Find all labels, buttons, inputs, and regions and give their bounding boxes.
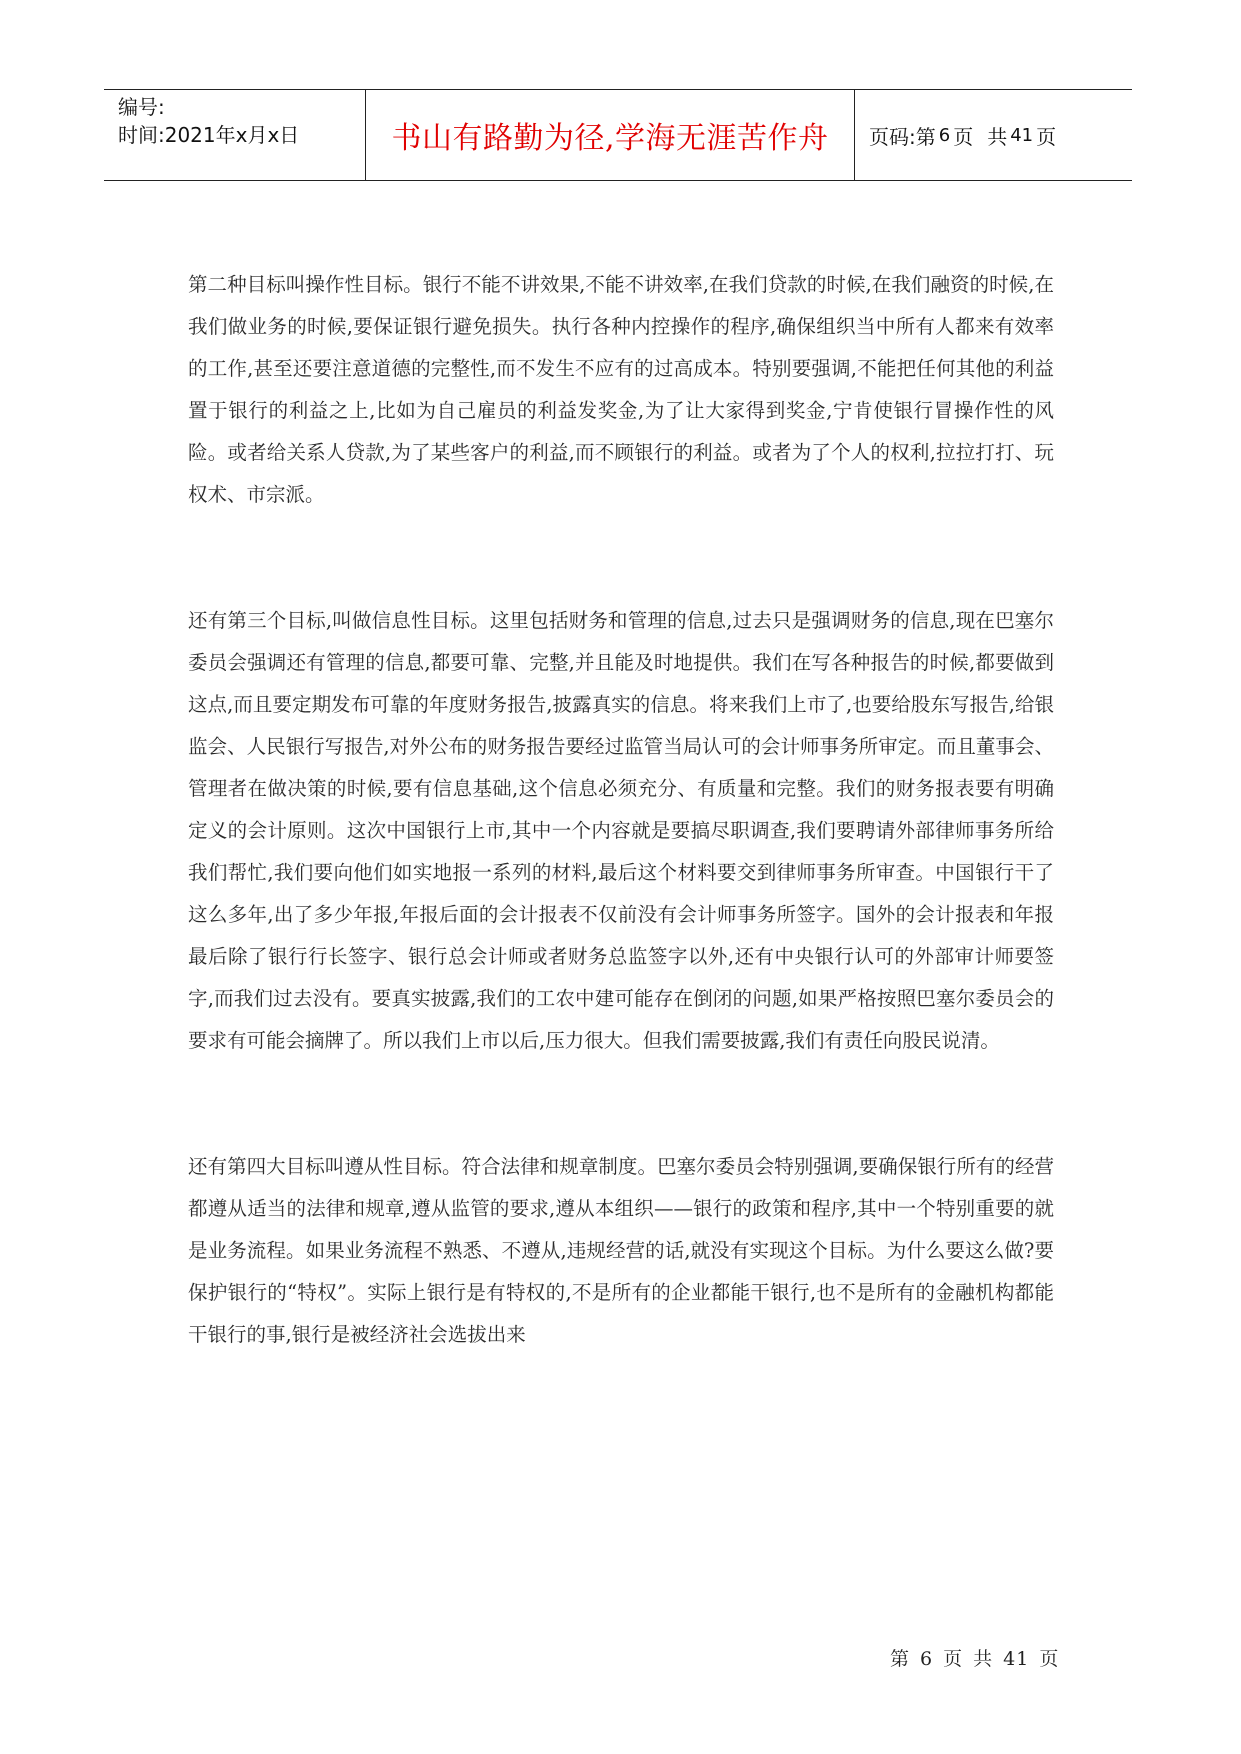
header-page-cell [855, 90, 1132, 180]
footer-total-prefix: 共 [973, 1648, 994, 1670]
paragraph-operational-objective: 第二种目标叫操作性目标。银行不能不讲效果,不能不讲效率,在我们贷款的时候,在我们融资的时候,在我们做业务的时候,要保证银行避免损失。执行各种内控操作的程序,确保组织当中所有人都来有效率的工作,甚至还要注意道德的完整性,而不发生不应有的过高成本。特别要强调,不能把任何其他的利益置于银行的利益之上,比如为自己雇员的利益发奖金,为了让大家得到奖金,宁肯使银行冒操作性的风险。或者给关系人贷款,为了某些客户的利益,而不顾银行的利益。或者为了个人的权利,拉拉打打、玩权术、市宗派。 [188, 273, 1054, 506]
document-number-label: 编号: [118, 95, 165, 119]
footer-page-mid: 页 [943, 1648, 964, 1670]
paragraph-information-objective: 还有第三个目标,叫做信息性目标。这里包括财务和管理的信息,过去只是强调财务的信息,现在巴塞尔委员会强调还有管理的信息,都要可靠、完整,并且能及时地提供。我们在写各种报告的时候,都要做到这点,而且要定期发布可靠的年度财务报告,披露真实的信息。将来我们上市了,也要给股东写报告,给银监会、人民银行写报告,对外公布的财务报告要经过监管当局认可的会计师事务所审定。而且董事会、管理者在做决策的时候,要有信息基础,这个信息必须充分、有质量和完整。我们的财务报表要有明确定义的会计原则。这次中国银行上市,其中一个内容就是要搞尽职调查,我们要聘请外部律师事务所给我们帮忙,我们要向他们如实地报一系列的材料,最后这个材料要交到律师事务所审查。中国银行干了这么多年,出了多少年报,年报后面的会计报表不仅前没有会计师事务所签字。国外的会计报表和年报最后除了银行行长签字、银行总会计师或者财务总监签字以外,还有中央银行认可的外部审计师要签字,而我们过去没有。要真实披露,我们的工农中建可能存在倒闭的问题,如果严格按照巴塞尔委员会的要求有可能会摘牌了。所以我们上市以后,压力很大。但我们需要披露,我们有责任向股民说清。 [188, 609, 1054, 1052]
document-body [188, 264, 1054, 1356]
paragraph-compliance-objective: 还有第四大目标叫遵从性目标。符合法律和规章制度。巴塞尔委员会特别强调,要确保银行所有的经营都遵从适当的法律和规章,遵从监管的要求,遵从本组织——银行的政策和程序,其中一个特别重要的就是业务流程。如果业务流程不熟悉、不遵从,违规经营的话,就没有实现这个目标。为什么要这么做?要保护银行的“特权”。实际上银行是有特权的,不是所有的企业都能干银行,也不是所有的金融机构都能干银行的事,银行是被经济社会选拔出来 [188, 1155, 1054, 1346]
header-page-total: 41 [1010, 124, 1034, 146]
header-page-prefix: 页码:第 [869, 124, 936, 149]
page-footer [890, 1644, 1059, 1671]
document-time-label: 时间:2021年x月x日 [118, 123, 300, 147]
page-header [104, 89, 1132, 181]
footer-page-total: 41 [1003, 1648, 1030, 1670]
header-page-suffix: 页 [1036, 124, 1057, 149]
header-motto: 书山有路勤为径,学海无涯苦作舟 [391, 121, 829, 156]
footer-suffix: 页 [1039, 1648, 1060, 1670]
header-motto-cell [366, 90, 855, 180]
footer-prefix: 第 [890, 1648, 911, 1670]
footer-page-current: 6 [920, 1648, 934, 1670]
header-page-current: 6 [938, 124, 951, 146]
header-page-total-prefix: 共 [987, 124, 1008, 149]
header-page-mid: 页 [953, 124, 974, 149]
header-meta-cell [104, 90, 366, 180]
